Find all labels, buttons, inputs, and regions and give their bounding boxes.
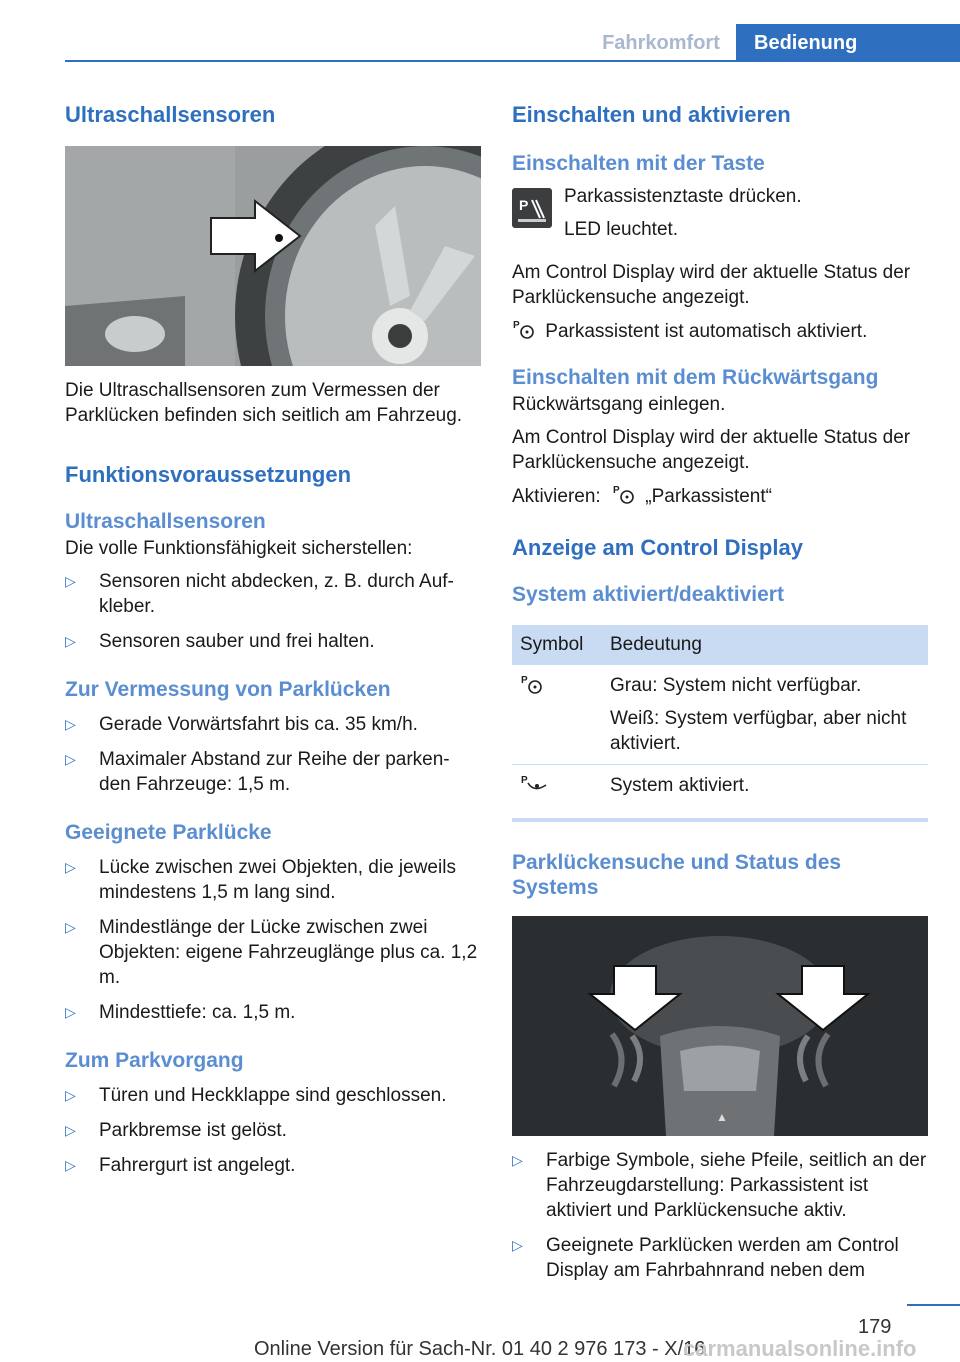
status-text: Am Control Display wird der aktuelle Status der Parklückensuche angezeigt. xyxy=(512,262,911,308)
sensors-list xyxy=(65,569,481,654)
column-header-symbol: Symbol xyxy=(512,625,602,665)
table-header-row xyxy=(512,625,928,665)
symbol-cell xyxy=(512,765,602,811)
list-item: ▷ Türen und Heckklappe sind geschlossen. xyxy=(65,1085,447,1106)
parking-assist-key-icon xyxy=(512,188,552,228)
page-number: 179 xyxy=(858,1316,892,1338)
status-text-2: Am Control Display wird der aktuelle Status der Parklückensuche angezeigt. xyxy=(512,427,911,473)
list-item: ▷ Mindestlänge der Lücke zwischen zwei Objekten: eigene Fahrzeuglänge plus ca. 1,2 m. xyxy=(65,917,478,988)
parking-assistant-icon xyxy=(520,673,544,695)
right-column xyxy=(512,100,928,1283)
svg-text:P: P xyxy=(612,485,620,496)
triangle-right-icon: ▷ xyxy=(65,919,76,935)
heading-control-display: Anzeige am Control Display xyxy=(512,535,803,560)
sensors-intro: Die volle Funktionsfähigkeit sicherstellen: xyxy=(65,538,413,559)
button-instruction xyxy=(512,184,928,242)
symbol-cell xyxy=(512,665,602,765)
header-section-label: Fahrkomfort xyxy=(602,32,720,54)
svg-text:P: P xyxy=(521,675,528,686)
button-step-2: LED leuchtet. xyxy=(564,219,679,240)
subheading-gap-search: Parklückensuche und Status des Systems xyxy=(512,851,842,899)
subheading-ultrasonic-sensors: Ultraschallsensoren xyxy=(65,510,266,533)
list-item: ▷ Geeignete Parklücken werden am Control Display am Fahrbahnrand neben dem xyxy=(512,1235,899,1281)
triangle-right-icon: ▷ xyxy=(65,1004,76,1020)
control-display-photo xyxy=(512,916,928,1136)
list-item: ▷ Mindesttiefe: ca. 1,5 m. xyxy=(65,1002,296,1023)
parking-assistant-icon xyxy=(612,483,636,505)
header-rule xyxy=(65,60,960,62)
left-column xyxy=(65,100,481,1178)
measure-list xyxy=(65,712,481,797)
triangle-right-icon: ▷ xyxy=(65,716,76,732)
table-bottom-rule xyxy=(512,818,928,822)
subheading-parking: Zum Parkvorgang xyxy=(65,1049,244,1072)
triangle-right-icon: ▷ xyxy=(65,1122,76,1138)
triangle-right-icon: ▷ xyxy=(65,1087,76,1103)
gap-list xyxy=(65,855,481,1025)
sensor-caption: Die Ultraschallsensoren zum Vermessen der Parklücken befinden sich seitlich am Fahrzeug. xyxy=(65,380,463,426)
triangle-right-icon: ▷ xyxy=(65,573,76,589)
reverse-text: Rückwärtsgang einlegen. xyxy=(512,394,726,415)
list-item: ▷ Parkbremse ist gelöst. xyxy=(65,1120,287,1141)
subheading-suitable-gap: Geeignete Parklücke xyxy=(65,821,272,844)
list-item: ▷ Sensoren nicht abdecken, z. B. durch Auf‐ kleber. xyxy=(65,571,454,617)
meaning-cell: Grau: System nicht verfügbar. Weiß: System verfügbar, aber nicht aktiviert. xyxy=(602,665,928,765)
button-step-1: Parkassistenztaste drücken. xyxy=(564,186,802,207)
svg-text:P: P xyxy=(521,775,528,786)
list-item: ▷ Sensoren sauber und frei halten. xyxy=(65,631,375,652)
list-item: ▷ Farbige Symbole, siehe Pfeile, seitlich an der Fahrzeugdarstellung: Parkassistent ist aktiviert und Parklückensuche aktiv. xyxy=(512,1150,927,1221)
symbol-table xyxy=(512,625,928,810)
subheading-measurement: Zur Vermessung von Parklücken xyxy=(65,678,391,701)
list-item: ▷ Gerade Vorwärtsfahrt bis ca. 35 km/h. xyxy=(65,714,418,735)
table-row xyxy=(512,765,928,811)
triangle-right-icon: ▷ xyxy=(512,1237,523,1253)
svg-text:P: P xyxy=(519,197,529,213)
subheading-reverse: Einschalten mit dem Rückwärtsgang xyxy=(512,366,879,389)
triangle-right-icon: ▷ xyxy=(65,1157,76,1173)
column-header-meaning: Bedeutung xyxy=(602,625,928,665)
list-item: ▷ Fahrergurt ist angelegt. xyxy=(65,1155,296,1176)
list-item: ▷ Maximaler Abstand zur Reihe der parken‐ den Fahrzeuge: 1,5 m. xyxy=(65,749,450,795)
auto-activated-text: P Parkassistent ist automatisch aktiviert. xyxy=(513,320,868,342)
version-text: Online Version für Sach-Nr. 01 40 2 976 173 - X/16 xyxy=(254,1338,706,1360)
heading-function-requirements: Funktionsvoraussetzungen xyxy=(65,462,352,487)
list-item: ▷ Lücke zwischen zwei Objekten, die jeweils mindestens 1,5 m lang sind. xyxy=(65,857,456,903)
meaning-cell: System aktiviert. xyxy=(610,775,750,796)
search-list xyxy=(512,1148,928,1283)
svg-text:P: P xyxy=(513,320,520,331)
watermark: carmanualsonline.info xyxy=(683,1336,917,1361)
footer-rule xyxy=(907,1304,960,1306)
header-chapter-tab: Bedienung xyxy=(736,24,960,62)
activate-line: Aktivieren: P „Parkassistent“ xyxy=(512,485,772,507)
park-list xyxy=(65,1083,481,1178)
heading-activate: Einschalten und aktivieren xyxy=(512,102,791,127)
subheading-system-status: System aktiviert/deaktiviert xyxy=(512,583,784,606)
svg-text:▲: ▲ xyxy=(716,1110,728,1124)
parking-assistant-active-icon xyxy=(520,773,548,795)
subheading-button: Einschalten mit der Taste xyxy=(512,152,765,175)
table-row xyxy=(512,665,928,765)
heading-ultrasonic-sensors: Ultraschallsensoren xyxy=(65,102,276,127)
parking-assistant-icon xyxy=(512,318,536,340)
triangle-right-icon: ▷ xyxy=(65,633,76,649)
sensor-location-photo xyxy=(65,146,481,366)
triangle-right-icon: ▷ xyxy=(512,1152,523,1168)
triangle-right-icon: ▷ xyxy=(65,751,76,767)
triangle-right-icon: ▷ xyxy=(65,859,76,875)
